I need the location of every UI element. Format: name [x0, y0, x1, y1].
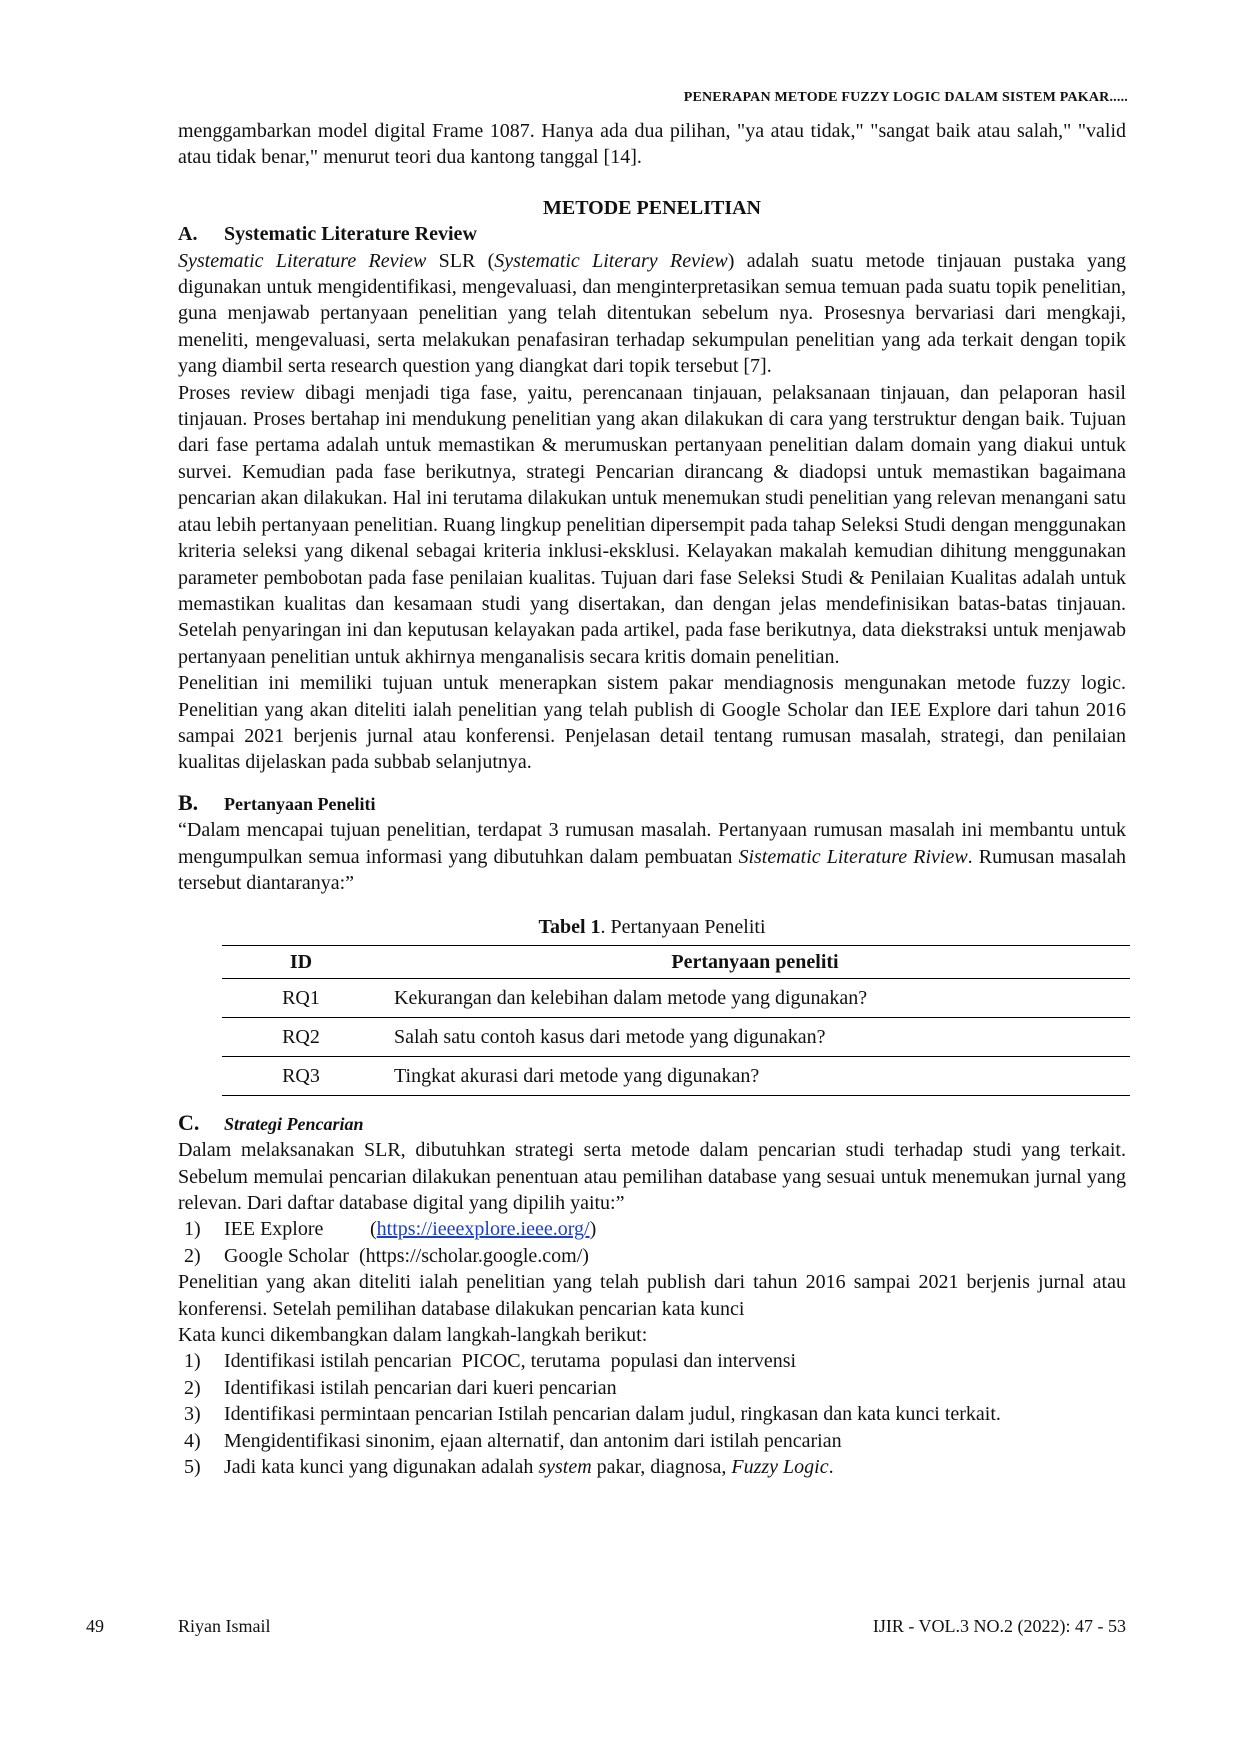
database-list	[178, 1216, 1126, 1269]
list-number: 1)	[184, 1350, 201, 1373]
step-text	[224, 1454, 834, 1480]
keyword-steps-list	[178, 1348, 1126, 1480]
subsection-a-paragraph-2: Proses review dibagi menjadi tiga fase, yaitu, perencanaan tinjauan, pelaksanaan tinjauan, dan pelaporan hasil tinjauan. Proses bertahap ini mendukung penelitian yang akan dilakukan di cara yang terstruktur dengan baik. Tujuan dari fase pertama adalah untuk memastikan & merumuskan pertanyaan penelitian dalam domain yang diakui untuk survei. Kemudian pada fase berikutnya, strategi Pencarian dirancang & diadopsi untuk memastikan bagaimana pencarian akan dilakukan. Hal ini terutama dilakukan untuk menemukan studi penelitian yang relevan menangani satu atau lebih pertanyaan penelitian. Ruang lingkup penelitian dipersempit pada tahap Seleksi Studi dengan menggunakan kriteria seleksi yang dikenal sebagai kriteria inklusi-eksklusi. Kelayakan makalah kemudian dihitung menggunakan parameter pembobotan pada fase penilaian kualitas. Tujuan dari fase Seleksi Studi & Penilaian Kualitas adalah untuk memastikan kualitas dan kesamaan studi yang disertakan, dan dengan jelas mendefinisikan batas-batas tinjauan. Setelah penyaringan ini dan keputusan kelayakan pada artikel, pada fase berikutnya, data diekstraksi untuk menjawab pertanyaan penelitian untuk akhirnya menganalisis secara kritis domain penelitian.	[178, 381, 1126, 668]
page-number: 49	[86, 1616, 104, 1636]
subsection-a-letter: A.	[178, 223, 198, 246]
subsection-b-paragraph	[178, 817, 1126, 896]
list-number: 1)	[184, 1218, 201, 1241]
list-item	[178, 1454, 1126, 1480]
main-content	[178, 118, 1126, 1480]
list-item	[178, 1216, 1126, 1242]
header-id: ID	[222, 945, 380, 978]
database-name: IEE Explore	[224, 1218, 324, 1241]
list-item	[178, 1348, 1126, 1374]
subsection-a-title: Systematic Literature Review	[224, 223, 477, 246]
paren-open: (	[358, 1244, 366, 1267]
subsection-a-paragraph-3: Penelitian ini memiliki tujuan untuk menerapkan sistem pakar mendiagnosis mengunakan metode fuzzy logic. Penelitian yang akan diteliti ialah penelitian yang telah publish di Google Scholar dan IEE Explore dari tahun 2016 sampai 2021 berjenis jurnal atau konferensi. Penjelasan detail tentang rumusan masalah, strategi, dan penilaian kualitas dijelaskan pada subbab selanjutnya.	[178, 672, 1126, 774]
text-run: SLR (	[426, 249, 495, 272]
list-number: 3)	[184, 1403, 201, 1426]
table-row	[222, 978, 1130, 1017]
intro-paragraph: menggambarkan model digital Frame 1087. Hanya ada dua pilihan, "ya atau tidak," "sangat baik atau salah," "valid atau tidak benar," menurut teori dua kantong tanggal [14].	[178, 120, 1126, 169]
table-header-row	[222, 945, 1130, 978]
subsection-c-letter: C.	[178, 1109, 200, 1135]
slr-term: Systematic Literature Review	[178, 249, 427, 272]
paren-close: )	[582, 1244, 589, 1267]
subsection-c-paragraph-3: Kata kunci dikembangkan dalam langkah-langkah berikut:	[178, 1324, 648, 1347]
list-number: 4)	[184, 1429, 201, 1452]
row-id: RQ1	[222, 978, 380, 1017]
text-run-italic: Fuzzy Logic	[731, 1456, 829, 1479]
subsection-a-paragraph-1	[178, 248, 1126, 380]
subsection-c-heading	[178, 1110, 1126, 1137]
list-item	[178, 1243, 1126, 1269]
section-title: METODE PENELITIAN	[542, 196, 761, 219]
paren-open: (	[370, 1218, 377, 1241]
subsection-b-title: Pertanyaan Peneliti	[224, 793, 376, 814]
subsection-b-letter: B.	[178, 789, 199, 815]
subsection-b-heading	[178, 790, 1126, 817]
list-number: 5)	[184, 1456, 201, 1479]
text-run: . Rumusan masalah tersebut diantaranya:”	[178, 845, 1126, 894]
text-run-italic: system	[538, 1456, 592, 1479]
list-number: 2)	[184, 1376, 201, 1399]
footer-author: Riyan Ismail	[178, 1616, 271, 1636]
table-caption-text: . Pertanyaan Peneliti	[600, 916, 766, 939]
step-text: Identifikasi istilah pencarian dari kueri pencarian	[224, 1376, 617, 1399]
ieeexplore-link[interactable]: https://ieeexplore.ieee.org/	[376, 1218, 590, 1241]
row-question: Salah satu contoh kasus dari metode yang digunakan?	[380, 1017, 1130, 1056]
paren-close: )	[589, 1218, 597, 1241]
scholar-url: https://scholar.google.com/	[365, 1244, 583, 1267]
table-row	[222, 1017, 1130, 1056]
list-item	[178, 1375, 1126, 1401]
list-item	[178, 1428, 1126, 1454]
header-question: Pertanyaan peneliti	[380, 945, 1130, 978]
table-caption	[178, 914, 1126, 940]
database-name: Google Scholar	[224, 1244, 349, 1267]
subsection-a-heading	[178, 221, 1126, 247]
running-head: PENERAPAN METODE FUZZY LOGIC DALAM SISTEM PAKAR.....	[683, 90, 1128, 105]
table-caption-label: Tabel 1	[538, 916, 601, 939]
row-id: RQ2	[222, 1017, 380, 1056]
text-run: ) adalah suatu metode tinjauan pustaka yang digunakan untuk mengidentifikasi, mengevaluasi, dan menginterpretasikan semua temuan pada suatu topik penelitian, guna menjawab pertanyaan penelitian yang telah ditentukan sebelum nya. Prosesnya bervariasi dari mengkaji, meneliti, mengevaluasi, serta melakukan penafasiran terhadap sekumpulan penelitian yang ada terkait dengan topik yang diambil serta research question yang diangkat dari topik tersebut [7].	[178, 249, 1126, 378]
row-question: Kekurangan dan kelebihan dalam metode yang digunakan?	[380, 978, 1130, 1017]
list-item	[178, 1401, 1126, 1427]
research-questions-table	[222, 945, 1130, 1096]
step-text: Identifikasi permintaan pencarian Istilah pencarian dalam judul, ringkasan dan kata kunci terkait.	[224, 1403, 1001, 1426]
subsection-c-title: Strategi Pencarian	[224, 1113, 364, 1134]
slr-alt-term: Systematic Literary Review	[494, 249, 728, 272]
text-run: .	[828, 1456, 834, 1479]
step-text: Mengidentifikasi sinonim, ejaan alternatif, dan antonim dari istilah pencarian	[224, 1429, 842, 1452]
row-question: Tingkat akurasi dari metode yang digunakan?	[380, 1056, 1130, 1095]
step-text: Identifikasi istilah pencarian PICOC, terutama populasi dan intervensi	[224, 1350, 797, 1373]
text-run: “Dalam mencapai tujuan penelitian, terdapat 3 rumusan masalah. Pertanyaan rumusan masalah ini membantu untuk mengumpulkan semua informasi yang dibutuhkan dalam pembuatan	[178, 819, 1126, 868]
subsection-c-paragraph-1: Dalam melaksanakan SLR, dibutuhkan strategi serta metode dalam pencarian studi terhadap studi yang terkait. Sebelum memulai pencarian dilakukan penentuan atau pemilihan database yang sesuai untuk menemukan jurnal yang relevan. Dari daftar database digital yang dipilih yaitu:”	[178, 1139, 1126, 1214]
text-run: pakar, diagnosa,	[591, 1456, 732, 1479]
table-row	[222, 1056, 1130, 1095]
slr-riview-term: Sistematic Literature Riview	[738, 845, 968, 868]
text-run: Jadi kata kunci yang digunakan adalah	[224, 1456, 539, 1479]
subsection-c-paragraph-2: Penelitian yang akan diteliti ialah penelitian yang telah publish dari tahun 2016 sampai 2021 berjenis jurnal atau konferensi. Setelah pemilihan database dilakukan pencarian kata kunci	[178, 1271, 1126, 1320]
list-number: 2)	[184, 1244, 201, 1267]
row-id: RQ3	[222, 1056, 380, 1095]
footer-journal: IJIR - VOL.3 NO.2 (2022): 47 - 53	[872, 1616, 1126, 1636]
